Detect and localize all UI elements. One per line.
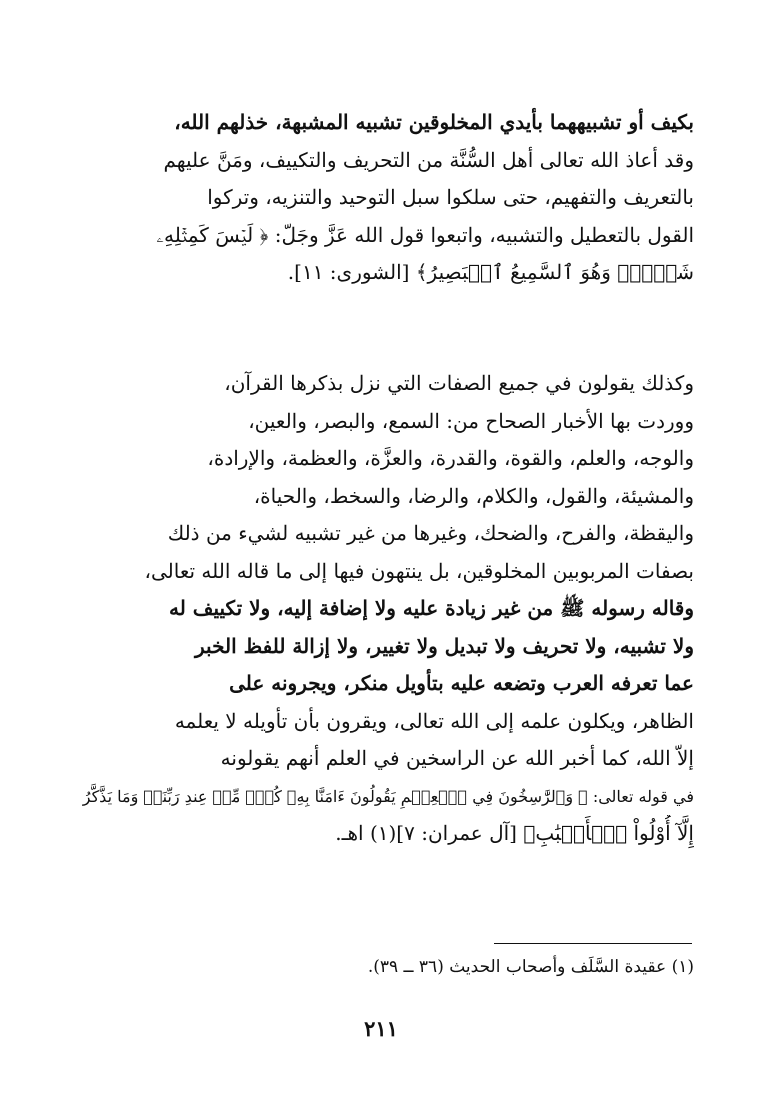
paragraph-2-line-13: إِلَّآ أُوْلُواْ ٱلۡأَلۡبَٰبِ﴾ [آل عمران: ٧](١) اهـ. bbox=[335, 821, 694, 845]
paragraph-2-line-11: إلاّ الله، كما أخبر الله عن الراسخين في العلم أنهم يقولونه bbox=[220, 746, 694, 770]
footnote: (١) عقيدة السَّلَف وأصحاب الحديث (٣٦ ــ ٣٩). bbox=[367, 957, 694, 977]
paragraph-2-line-1: وكذلك يقولون في جميع الصفات التي نزل بذكرها القرآن، bbox=[224, 371, 694, 395]
page-number: ٢١١ bbox=[364, 1016, 398, 1041]
paragraph-2-line-6: بصفات المربوبين المخلوقين، بل ينتهون فيها إلى ما قاله الله تعالى، bbox=[144, 558, 694, 583]
paragraph-2-line-3: والوجه، والعلم، والقوة، والقدرة، والعزَّة، والعظمة، والإرادة، bbox=[207, 446, 694, 470]
paragraph-2-line-10: الظاهر، ويكلون علمه إلى الله تعالى، ويقرون بأن تأويله لا يعلمه bbox=[174, 708, 694, 733]
paragraph-2-line-8: ولا تشبيه، ولا تحريف ولا تبديل ولا تغيير، ولا إزالة للفظ الخبر bbox=[195, 633, 694, 658]
paragraph-2-line-12: في قوله تعالى: ﴿ وَٱلرَّٰسِخُونَ فِي ٱلۡعِلۡمِ يَقُولُونَ ءَامَنَّا بِهِۦ كُلّٞ مِّنۡ عِندِ رَبِّنَاۗ وَمَا يَذَّكَّرُ bbox=[82, 786, 694, 806]
paragraph-1-line-1: بكيف أو تشبيههما بأيدي المخلوقين تشبيه المشبهة، خذلهم الله، bbox=[174, 110, 694, 134]
paragraph-2-line-9: عما تعرفه العرب وتضعه عليه بتأويل منكر، ويجرونه على bbox=[229, 671, 694, 695]
paragraph-1-line-2: وقد أعاذ الله تعالى أهل السُّنَّة من التحريف والتكييف، ومَنَّ عليهم bbox=[163, 147, 694, 172]
paragraph-1-line-4: القول بالتعطيل والتشبيه، واتبعوا قول الله عَزَّ وجَلّ: ﴿ لَيۡسَ كَمِثۡلِهِۦ bbox=[156, 222, 694, 247]
paragraph-2 bbox=[70, 365, 694, 853]
paragraph-2-line-4: والمشيئة، والقول، والكلام، والرضا، والسخط، والحياة، bbox=[253, 483, 694, 508]
paragraph-1 bbox=[70, 104, 694, 292]
paragraph-1-line-5: شَيۡءٞۖ وَهُوَ ٱلسَّمِيعُ ٱلۡبَصِيرُ﴾ [الشورى: ١١]. bbox=[287, 260, 694, 284]
footnote-divider bbox=[494, 943, 692, 944]
paragraph-1-line-3: بالتعريف والتفهيم، حتى سلكوا سبل التوحيد والتنزيه، وتركوا bbox=[207, 185, 694, 209]
paragraph-2-line-2: ووردت بها الأخبار الصحاح من: السمع، والبصر، والعين، bbox=[248, 408, 694, 433]
paragraph-2-line-7: وقاله رسوله ﷺ من غير زيادة عليه ولا إضافة إليه، ولا تكييف له bbox=[169, 596, 694, 620]
paragraph-2-line-5: واليقظة، والفرح، والضحك، وغيرها من غير تشبيه لشيء من ذلك bbox=[167, 521, 694, 545]
